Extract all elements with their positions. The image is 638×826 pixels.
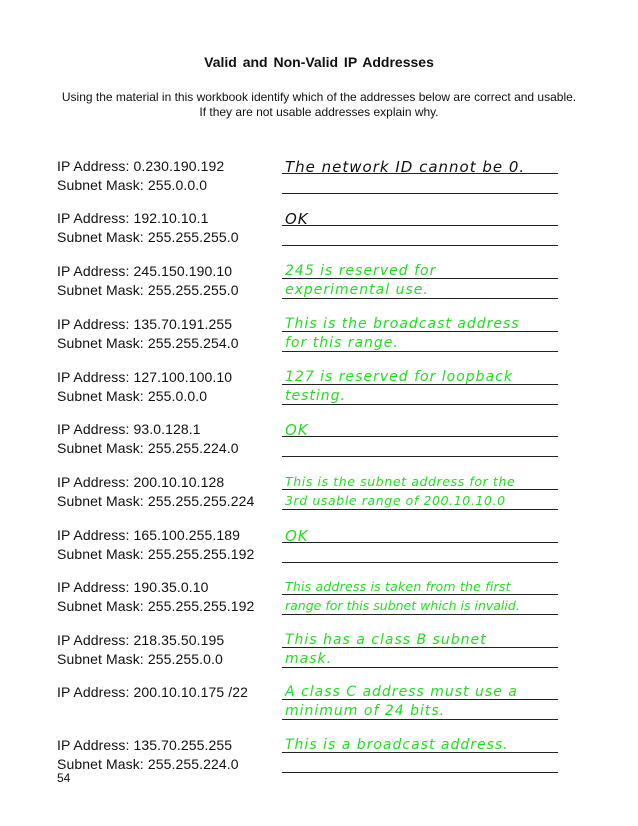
ip-address-value: 245.150.190.10 <box>133 263 233 279</box>
subnet-mask-label: Subnet Mask: <box>57 756 144 772</box>
ip-address-value: 0.230.190.192 <box>133 158 225 174</box>
subnet-mask-line <box>57 282 239 298</box>
answer-rule-2 <box>282 298 558 299</box>
ip-address-line <box>57 474 224 490</box>
address-entry-3 <box>0 263 638 307</box>
ip-address-line <box>57 263 232 279</box>
subnet-mask-label: Subnet Mask: <box>57 493 144 509</box>
handwritten-answer-line-2: 3rd usable range of 200.10.10.0 <box>285 493 506 508</box>
handwritten-answer-line-1: A class C address must use a <box>285 684 518 700</box>
subnet-mask-label: Subnet Mask: <box>57 177 144 193</box>
subnet-mask-label: Subnet Mask: <box>57 335 144 351</box>
ip-address-label: IP Address: <box>57 527 130 543</box>
ip-address-line <box>57 421 201 437</box>
answer-rule-2 <box>282 245 558 246</box>
subnet-mask-value: 255.0.0.0 <box>147 388 208 404</box>
subnet-mask-value: 255.255.224.0 <box>147 756 239 772</box>
handwritten-answer-line-1: This is the subnet address for the <box>285 474 516 489</box>
address-entry-8 <box>0 527 638 571</box>
subnet-mask-line <box>57 177 207 193</box>
answer-rule-2 <box>282 772 558 773</box>
ip-address-label: IP Address: <box>57 316 130 332</box>
address-entry-4 <box>0 316 638 360</box>
subnet-mask-line <box>57 229 239 245</box>
worksheet-instructions: Using the material in this workbook identify which of the addresses below are correct and usable. If they are not usable addresses explain why. <box>61 90 577 119</box>
ip-address-label: IP Address: <box>57 369 130 385</box>
ip-address-value: 218.35.50.195 <box>133 632 225 648</box>
ip-address-label: IP Address: <box>57 263 130 279</box>
answer-rule-1 <box>282 225 558 226</box>
ip-address-value: 127.100.100.10 <box>133 369 233 385</box>
ip-address-line <box>57 210 209 226</box>
ip-address-line <box>57 632 224 648</box>
ip-address-value: 93.0.128.1 <box>133 421 201 437</box>
handwritten-answer-line-2: minimum of 24 bits. <box>285 703 446 719</box>
answer-rule-2 <box>282 509 558 510</box>
answer-rule-2 <box>282 456 558 457</box>
answer-rule-1 <box>282 542 558 543</box>
answer-rule-2 <box>282 404 558 405</box>
handwritten-answer-line-1: 127 is reserved for loopback <box>285 369 513 385</box>
answer-rule-2 <box>282 193 558 194</box>
handwritten-answer-line-2: for this range. <box>285 335 399 351</box>
handwritten-answer-line-2: mask. <box>285 651 333 667</box>
ip-address-line <box>57 158 224 174</box>
answer-rule-2 <box>282 614 558 615</box>
ip-address-line <box>57 527 240 543</box>
ip-address-label: IP Address: <box>57 474 130 490</box>
subnet-mask-value: 255.255.255.192 <box>147 546 255 562</box>
subnet-mask-value: 255.0.0.0 <box>147 177 208 193</box>
handwritten-answer-line-1: This address is taken from the first <box>285 579 511 594</box>
subnet-mask-line <box>57 598 254 614</box>
ip-address-label: IP Address: <box>57 579 130 595</box>
ip-address-label: IP Address: <box>57 632 130 648</box>
handwritten-answer-line-1: This is a broadcast address. <box>285 737 509 753</box>
ip-address-label: IP Address: <box>57 421 130 437</box>
ip-address-label: IP Address: <box>57 684 130 700</box>
handwritten-answer-line-2: testing. <box>285 388 346 404</box>
ip-address-value: 135.70.191.255 <box>133 316 233 332</box>
address-entry-2 <box>0 210 638 254</box>
subnet-mask-value: 255.255.254.0 <box>147 335 239 351</box>
subnet-mask-value: 255.255.255.0 <box>147 229 239 245</box>
ip-address-label: IP Address: <box>57 158 130 174</box>
answer-rule-1 <box>282 594 558 595</box>
subnet-mask-value: 255.255.255.224 <box>147 493 255 509</box>
handwritten-answer-line-2: experimental use. <box>285 282 429 298</box>
subnet-mask-line <box>57 335 239 351</box>
subnet-mask-label: Subnet Mask: <box>57 546 144 562</box>
ip-address-value: 190.35.0.10 <box>133 579 209 595</box>
ip-address-value: 135.70.255.255 <box>133 737 233 753</box>
answer-rule-2 <box>282 562 558 563</box>
answer-rule-2 <box>282 719 558 720</box>
subnet-mask-label: Subnet Mask: <box>57 282 144 298</box>
handwritten-answer-line-1: The network ID cannot be 0. <box>285 158 526 176</box>
handwritten-answer-line-1: OK <box>285 210 309 228</box>
subnet-mask-line <box>57 493 254 509</box>
subnet-mask-line <box>57 440 239 456</box>
address-entry-6 <box>0 421 638 465</box>
address-entry-11 <box>0 684 638 728</box>
handwritten-answer-line-1: 245 is reserved for <box>285 263 437 279</box>
answer-rule-1 <box>282 489 558 490</box>
answer-rule-1 <box>282 436 558 437</box>
address-entry-5 <box>0 369 638 413</box>
handwritten-answer-line-1: OK <box>285 421 309 439</box>
address-entry-9 <box>0 579 638 623</box>
subnet-mask-value: 255.255.255.192 <box>147 598 255 614</box>
ip-address-value: 165.100.255.189 <box>133 527 241 543</box>
worksheet-title: Valid and Non-Valid IP Addresses <box>204 54 434 70</box>
address-entry-1 <box>0 158 638 202</box>
ip-address-value: 200.10.10.175 /22 <box>133 684 249 700</box>
answer-rule-2 <box>282 351 558 352</box>
ip-address-line <box>57 684 248 700</box>
subnet-mask-label: Subnet Mask: <box>57 598 144 614</box>
ip-address-line <box>57 737 232 753</box>
ip-address-value: 192.10.10.1 <box>133 210 209 226</box>
subnet-mask-line <box>57 388 207 404</box>
ip-address-label: IP Address: <box>57 737 130 753</box>
address-entry-7 <box>0 474 638 518</box>
subnet-mask-value: 255.255.224.0 <box>147 440 239 456</box>
ip-address-value: 200.10.10.128 <box>133 474 225 490</box>
answer-rule-2 <box>282 667 558 668</box>
ip-address-line <box>57 579 209 595</box>
subnet-mask-label: Subnet Mask: <box>57 651 144 667</box>
handwritten-answer-line-2: range for this subnet which is invalid. <box>285 598 520 613</box>
handwritten-answer-line-1: OK <box>285 527 309 545</box>
ip-address-label: IP Address: <box>57 210 130 226</box>
ip-address-line <box>57 316 232 332</box>
subnet-mask-line <box>57 756 239 772</box>
address-entry-10 <box>0 632 638 676</box>
subnet-mask-line <box>57 546 254 562</box>
handwritten-answer-line-1: This is the broadcast address <box>285 316 520 332</box>
subnet-mask-label: Subnet Mask: <box>57 440 144 456</box>
subnet-mask-value: 255.255.255.0 <box>147 282 239 298</box>
subnet-mask-value: 255.255.0.0 <box>147 651 223 667</box>
subnet-mask-label: Subnet Mask: <box>57 388 144 404</box>
handwritten-answer-line-1: This has a class B subnet <box>285 632 487 648</box>
ip-address-line <box>57 369 232 385</box>
subnet-mask-label: Subnet Mask: <box>57 229 144 245</box>
page-number: 54 <box>57 771 71 785</box>
subnet-mask-line <box>57 651 223 667</box>
address-entry-12 <box>0 737 638 781</box>
